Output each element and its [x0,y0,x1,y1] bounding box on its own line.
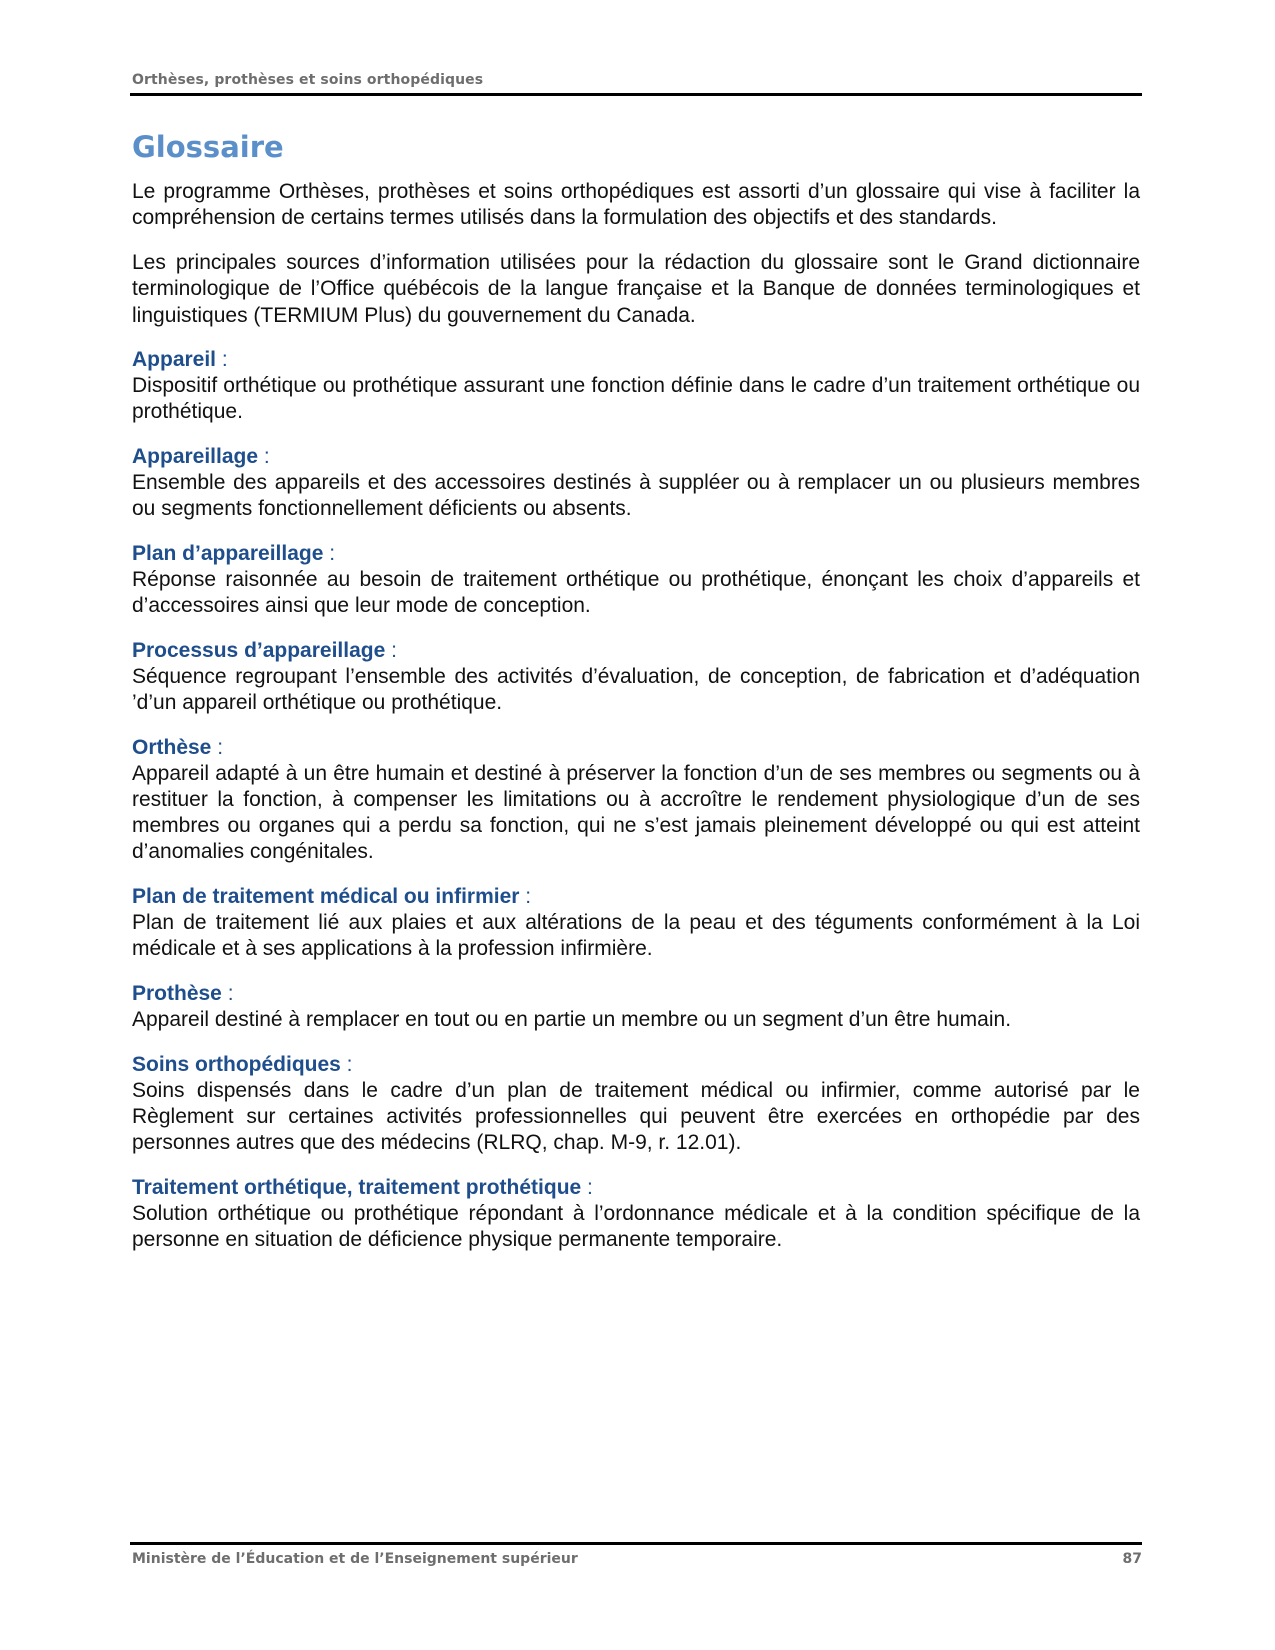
glossary-entry-plan-appareillage [132,541,1140,619]
page-number: 87 [1122,1551,1142,1567]
main-content [132,130,1140,1272]
glossary-term: Processus d’appareillage [132,639,386,663]
glossary-term: Appareil [132,348,217,372]
glossary-entry-prothese [132,981,1140,1033]
glossary-definition: Dispositif orthétique ou prothétique assurant une fonction définie dans le cadre d’un traitement orthétique ou prothétique. [132,374,1140,424]
glossary-term: Traitement orthétique, traitement prothétique [132,1176,582,1200]
term-colon: : [581,1176,593,1200]
glossary-entry-soins-orthopediques [132,1052,1140,1156]
intro-paragraph: Les principales sources d’information utilisées pour la rédaction du glossaire sont le Grand dictionnaire terminologique de l’Office québécois de la langue française et la Banque de données terminologiques et linguistiques (TERMIUM Plus) du gouvernement du Canada. [132,250,1140,327]
term-colon: : [221,982,234,1006]
glossary-definition: Ensemble des appareils et des accessoires destinés à suppléer ou à remplacer un ou plusieurs membres ou segments fonctionnellement déficients ou absents. [132,471,1140,521]
glossary-term: Prothèse [132,982,222,1006]
term-colon: : [216,348,228,372]
glossary-entry-appareillage [132,444,1140,522]
glossary-definition: Appareil adapté à un être humain et destiné à préserver la fonction d’un de ses membres ou segments ou à restituer la fonction, à compenser les limitations ou à accroître le rendement physiologique d’un de ses membres ou organes qui a perdu sa fonction, qui ne s’est jamais pleinement développé ou qui est atteint d’anomalies congénitales. [132,762,1140,864]
page-title: Glossaire [132,130,284,164]
glossary-term: Orthèse [132,736,212,760]
glossary-term: Plan d’appareillage [132,542,324,566]
term-colon: : [385,639,397,663]
glossary-definition: Soins dispensés dans le cadre d’un plan de traitement médical ou infirmier, comme autorisé par le Règlement sur certaines activités professionnelles qui peuvent être exercées en orthopédie par des personnes autres que des médecins (RLRQ, chap. M-9, r. 12.01). [132,1079,1140,1155]
footer-rule [130,1542,1142,1545]
glossary-entry-traitement [132,1175,1140,1253]
glossary-entry-plan-traitement [132,884,1140,962]
term-colon: : [519,885,532,909]
glossary-definition: Plan de traitement lié aux plaies et aux altérations de la peau et des téguments conformément à la Loi médicale et à ses applications à la profession infirmière. [132,911,1140,961]
glossary-definition: Solution orthétique ou prothétique répondant à l’ordonnance médicale et à la condition spécifique de la personne en situation de déficience physique permanente temporaire. [132,1202,1140,1252]
glossary-definition: Appareil destiné à remplacer en tout ou en partie un membre ou un segment d’un être humain. [132,1008,1012,1032]
glossary-term: Appareillage [132,445,259,469]
term-colon: : [211,736,224,760]
term-colon: : [258,445,270,469]
header-rule [130,93,1142,96]
glossary-definition: Réponse raisonnée au besoin de traitement orthétique ou prothétique, énonçant les choix d’appareils et d’accessoires ainsi que leur mode de conception. [132,568,1140,618]
running-header: Orthèses, prothèses et soins orthopédiques [132,72,484,88]
glossary-entry-processus-appareillage [132,638,1140,716]
glossary-entry-orthese [132,735,1140,865]
glossary-term: Plan de traitement médical ou infirmier [132,885,520,909]
intro-paragraph: Le programme Orthèses, prothèses et soins orthopédiques est assorti d’un glossaire qui vise à faciliter la compréhension de certains termes utilisés dans la formulation des objectifs et des standards. [132,179,1140,230]
term-colon: : [340,1053,353,1077]
term-colon: : [323,542,336,566]
glossary-entry-appareil [132,347,1140,425]
glossary-definition: Séquence regroupant l’ensemble des activités d’évaluation, de conception, de fabrication et d’adéquation ’d’un appareil orthétique ou prothétique. [132,665,1140,715]
glossary-term: Soins orthopédiques [132,1053,341,1077]
footer-ministry: Ministère de l’Éducation et de l’Enseignement supérieur [132,1551,578,1567]
